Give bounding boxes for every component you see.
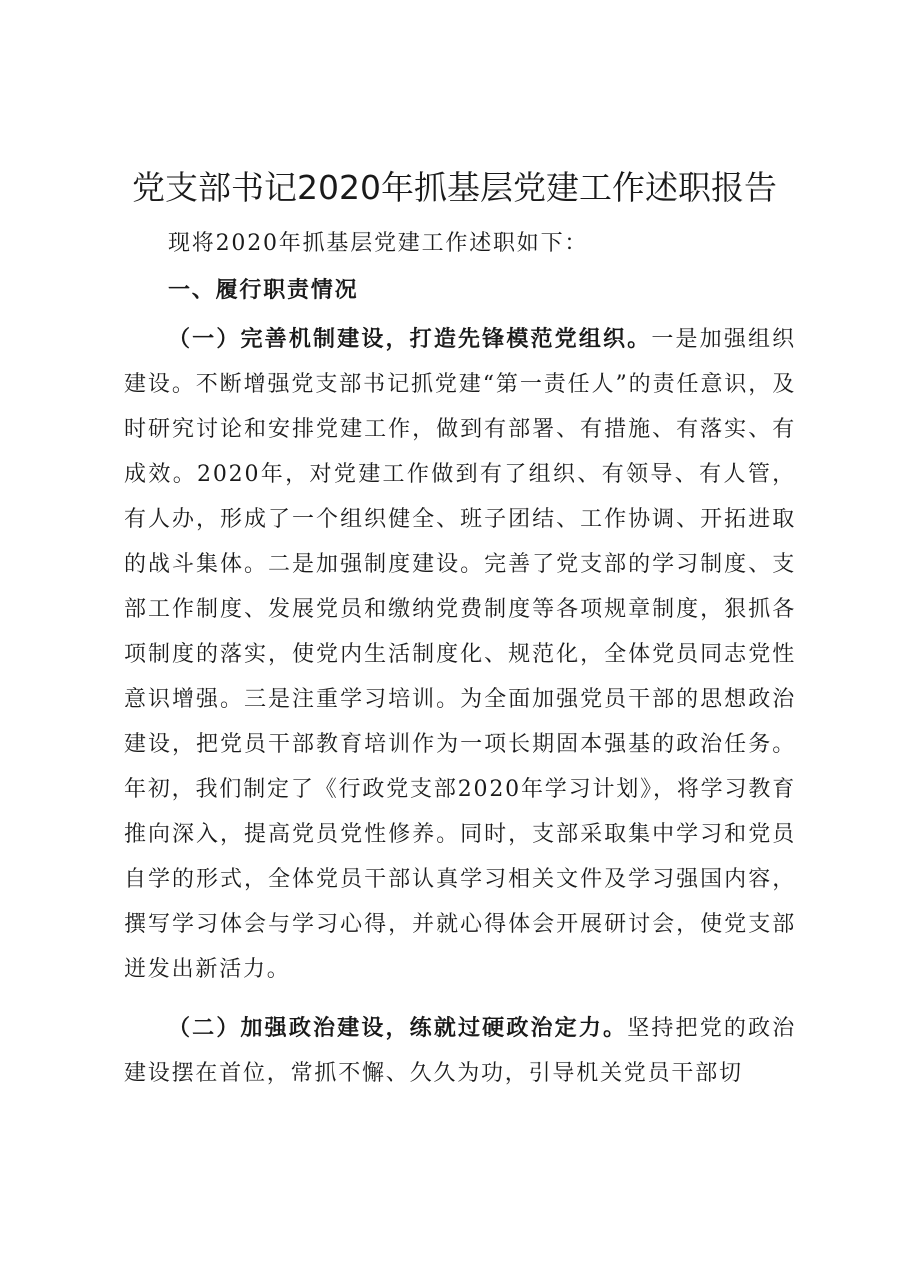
- body-paragraph: [124, 317, 796, 992]
- paragraph-text: 一是加强组织建设。不断增强党支部书记抓党建“第一责任人”的责任意识，及时研究讨论和安排党建工作，做到有部署、有措施、有落实、有成效。2020年，对党建工作做到有了组织、有领导、有人管，有人办，形成了一个组织健全、班子团结、工作协调、开拓进取的战斗集体。二是加强制度建设。完善了党支部的学习制度、支部工作制度、发展党员和缴纳党费制度等各项规章制度，狠抓各项制度的落实，使党内生活制度化、规范化，全体党员同志党性意识增强。三是注重学习培训。为全面加强党员干部的思想政治建设，把党员干部教育培训作为一项长期固本强基的政治任务。年初，我们制定了《行政党支部2020年学习计划》，将学习教育推向深入，提高党员党性修养。同时，支部采取集中学习和党员自学的形式，全体党员干部认真学习相关文件及学习强国内容，撰写学习体会与学习心得，并就心得体会开展研讨会，使党支部迸发出新活力。: [124, 327, 796, 982]
- paragraph-text: 坚持把党的政治建设摆在首位，常抓不懈、久久为功，引导机关党员干部切: [124, 1016, 796, 1086]
- paragraph-lead: （一）完善机制建设，打造先锋模范党组织。: [168, 326, 652, 352]
- document-title: 党支部书记2020年抓基层党建工作述职报告: [132, 168, 777, 207]
- paragraph-lead: （二）加强政治建设，练就过硬政治定力。: [168, 1015, 628, 1041]
- intro-paragraph: 现将2020年抓基层党建工作述职如下：: [168, 231, 589, 256]
- section-heading: 一、履行职责情况: [168, 278, 359, 303]
- body-paragraph: [124, 1006, 796, 1096]
